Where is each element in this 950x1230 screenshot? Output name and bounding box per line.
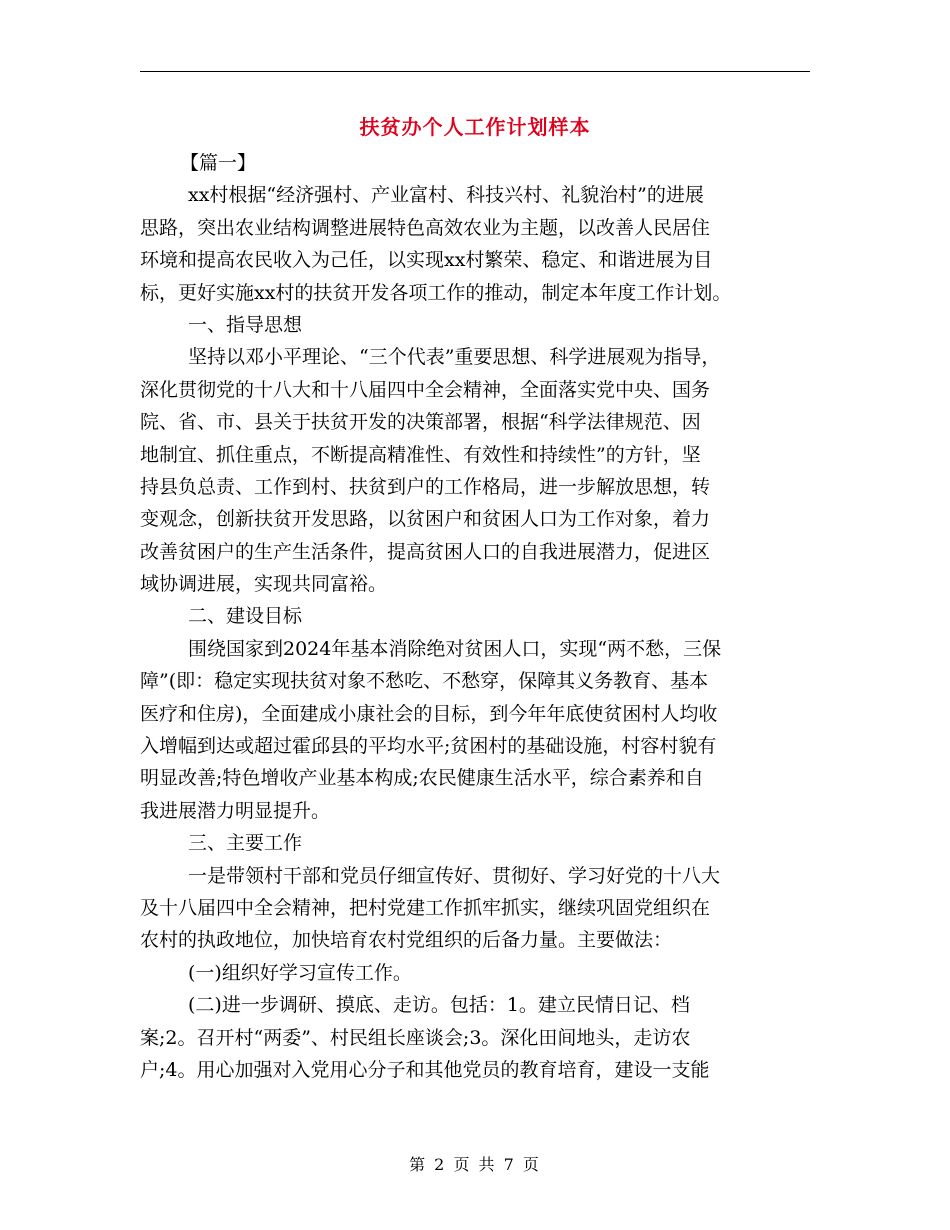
paragraph-line: 农村的执政地位，加快培育农村党组织的后备力量。主要做法： <box>140 929 673 952</box>
paragraph-line: 持县负总责、工作到村、扶贫到户的工作格局，进一步解放思想，转 <box>140 475 711 498</box>
paragraph-line: 院、省、市、县关于扶贫开发的决策部署，根据“科学法律规范、因 <box>140 411 701 434</box>
paragraph-line: 入增幅到达或超过霍邱县的平均水平;贫困村的基础设施，村容村貌有 <box>140 735 717 758</box>
paragraph-line: 变观念，创新扶贫开发思路，以贫困户和贫困人口为工作对象，着力 <box>140 508 711 531</box>
paragraph-line: 案;2。召开村“两委”、村民组长座谈会;3。深化田间地头，走访农 <box>140 1026 691 1049</box>
paragraph-line: 医疗和住房)，全面建成小康社会的目标，到今年年底使贫困村人均收 <box>140 702 718 725</box>
document-body <box>140 147 810 1086</box>
paragraph-line: 户;4。用心加强对入党用心分子和其他党员的教育培育，建设一支能 <box>140 1058 710 1081</box>
paragraph-line: 地制宜、抓住重点，不断提高精准性、有效性和持续性”的方针，坚 <box>140 443 701 466</box>
paragraph-line: 深化贯彻党的十八大和十八届四中全会精神，全面落实党中央、国务 <box>140 378 711 401</box>
paragraph-line: 改善贫困户的生产生活条件，提高贫困人口的自我进展潜力，促进区 <box>140 540 711 563</box>
paragraph-line: 坚持以邓小平理论、“三个代表”重要思想、科学进展观为指导， <box>188 346 721 369</box>
paragraph-line: 及十八届四中全会精神，把村党建工作抓牢抓实，继续巩固党组织在 <box>140 896 711 919</box>
paragraph-line: 围绕国家到2024年基本消除绝对贫困人口，实现“两不愁，三保 <box>188 637 722 660</box>
paragraph-line: 一是带领村干部和党员仔细宣传好、贯彻好、学习好党的十八大 <box>188 864 721 887</box>
paragraph-line: 我进展潜力明显提升。 <box>140 799 331 822</box>
section-label: 【篇一】 <box>180 152 257 174</box>
paragraph-line: (二)进一步调研、摸底、走访。包括：1。建立民情日记、档 <box>188 994 690 1017</box>
page-footer: 第 2 页 共 7 页 <box>409 1155 541 1174</box>
document-title: 扶贫办个人工作计划样本 <box>359 115 591 139</box>
paragraph-line: 域协调进展，实现共同富裕。 <box>140 573 388 596</box>
paragraph-line: 明显改善;特色增收产业基本构成;农民健康生活水平，综合素养和自 <box>140 767 704 790</box>
paragraph-line: (一)组织好学习宣传工作。 <box>188 961 412 984</box>
paragraph-line: 标，更好实施xx村的扶贫开发各项工作的推动，制定本年度工作计划。 <box>140 281 732 304</box>
paragraph-line: 一、指导思想 <box>188 313 303 336</box>
paragraph-line: 思路，突出农业结构调整进展特色高效农业为主题，以改善人民居住 <box>140 216 711 239</box>
paragraph-line: 三、主要工作 <box>188 832 303 855</box>
paragraph-line: 障”(即：稳定实现扶贫对象不愁吃、不愁穿，保障其义务教育、基本 <box>140 670 709 693</box>
header-rule <box>140 71 810 72</box>
paragraph-line: 二、建设目标 <box>188 605 303 628</box>
paragraph-line: xx村根据“经济强村、产业富村、科技兴村、礼貌治村”的进展 <box>188 184 704 207</box>
paragraph-line: 环境和提高农民收入为己任，以实现xx村繁荣、稳定、和谐进展为目 <box>140 249 713 272</box>
